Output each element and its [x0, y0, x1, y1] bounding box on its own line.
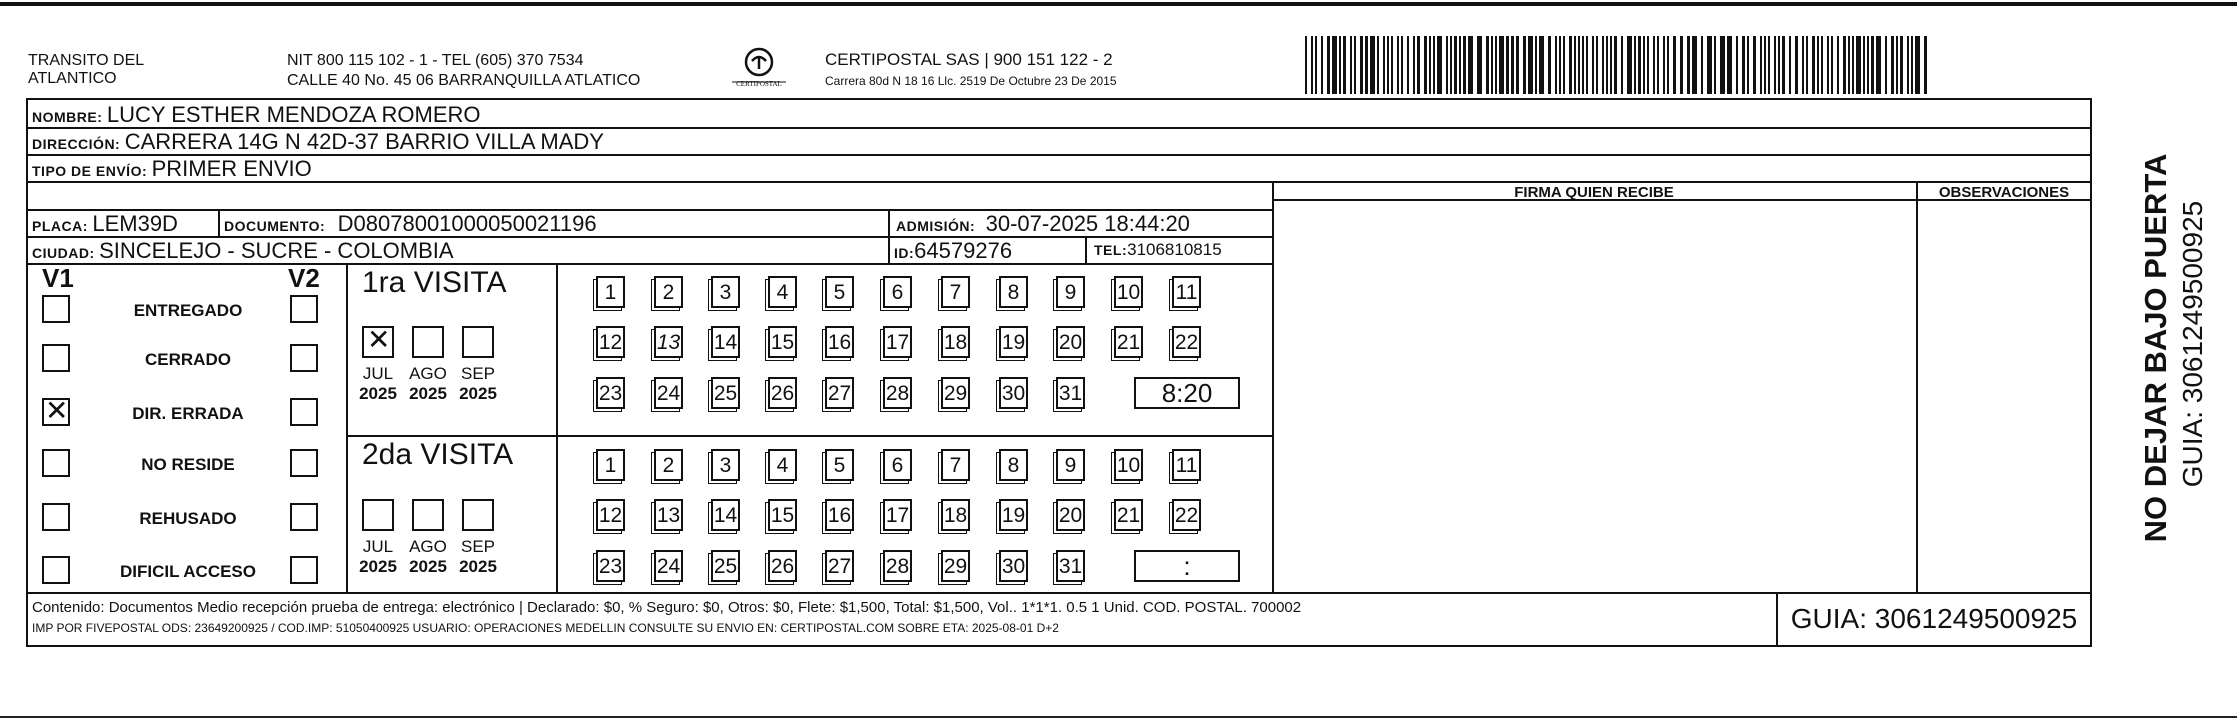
- barcode-bar: [1782, 36, 1785, 94]
- day-box[interactable]: 27: [825, 550, 854, 582]
- day-box[interactable]: 23: [596, 550, 625, 582]
- admision-value: 30-07-2025 18:44:20: [985, 211, 1190, 236]
- day-box[interactable]: 27: [825, 377, 854, 409]
- check-mark-icon: ✕: [45, 394, 69, 427]
- month-year: 2025: [459, 557, 497, 576]
- barcode-bar: [1673, 36, 1676, 94]
- status-option-label: REHUSADO: [139, 509, 237, 528]
- tipo-envio-value: PRIMER ENVIO: [151, 156, 312, 181]
- day-box[interactable]: 24: [654, 377, 683, 409]
- placa-value: LEM39D: [92, 211, 178, 236]
- barcode-bar: [1523, 36, 1526, 94]
- day-box[interactable]: 21: [1114, 326, 1143, 358]
- barcode-bar: [1574, 36, 1576, 94]
- day-box[interactable]: 25: [711, 550, 740, 582]
- barcode-bar: [1827, 36, 1829, 94]
- barcode-bar: [1764, 36, 1766, 94]
- barcode-bar: [1429, 36, 1431, 94]
- day-box[interactable]: 3: [711, 276, 740, 308]
- tel-label: TEL:: [1094, 242, 1128, 258]
- month-checkbox[interactable]: [412, 326, 444, 358]
- documento-value: D08078001000050021196: [337, 211, 597, 236]
- barcode-bar: [1821, 36, 1823, 94]
- day-box[interactable]: 28: [883, 550, 912, 582]
- barcode-bar: [1915, 36, 1920, 94]
- barcode-bar: [1720, 36, 1725, 94]
- courier-license: Carrera 80d N 18 16 Llc. 2519 De Octubre 23 De 2015: [825, 74, 1117, 88]
- day-box[interactable]: 21: [1114, 499, 1143, 531]
- id-label: ID:: [894, 245, 915, 261]
- company-name: [28, 52, 144, 88]
- day-box[interactable]: 31: [1056, 377, 1085, 409]
- barcode-bar: [1812, 36, 1815, 94]
- barcode-bar: [1891, 36, 1894, 94]
- month-label: [401, 537, 455, 577]
- footer-guia: GUIA: 3061249500925: [1790, 603, 2078, 634]
- barcode-bar: [1621, 36, 1623, 94]
- day-box[interactable]: 19: [999, 326, 1028, 358]
- barcode-bar: [1377, 36, 1379, 94]
- day-box[interactable]: 30: [999, 550, 1028, 582]
- barcode-bar: [1446, 36, 1448, 94]
- barcode-bar: [1582, 36, 1584, 94]
- barcode-bar: [1360, 36, 1363, 94]
- day-box[interactable]: 2: [654, 276, 683, 308]
- day-box[interactable]: 18: [941, 326, 970, 358]
- month-name: JUL: [362, 364, 394, 383]
- month-label: [401, 364, 455, 404]
- address-line: CALLE 40 No. 45 06 BARRANQUILLA ATLATICO: [287, 72, 641, 89]
- observaciones-header: OBSERVACIONES: [1938, 184, 2070, 201]
- barcode-bar: [1569, 36, 1572, 94]
- barcode-bar: [1596, 36, 1598, 94]
- contenido-text: Contenido: Documentos Medio recepción prueba de entrega: electrónico | Declarado: $0, % Seguro: $0, Otros: $0, Flete: $1,500, Total: $1,500, Vol.. 1*1*1. 0.5 1 Unid. COD. POSTAL. 700002: [32, 599, 1302, 616]
- day-box[interactable]: 14: [711, 326, 740, 358]
- nombre-label: NOMBRE:: [32, 109, 103, 125]
- barcode-bar: [1311, 36, 1313, 94]
- id-value: 64579276: [914, 238, 1013, 263]
- shipping-form: [26, 98, 2092, 647]
- barcode-bar: [1856, 36, 1861, 94]
- day-box[interactable]: 8: [999, 276, 1028, 308]
- day-box[interactable]: 20: [1056, 499, 1085, 531]
- day-box[interactable]: 25: [711, 377, 740, 409]
- nombre-value: LUCY ESTHER MENDOZA ROMERO: [106, 102, 481, 127]
- company-contact: [287, 52, 640, 90]
- barcode-bar: [1332, 36, 1337, 94]
- day-box[interactable]: 29: [941, 377, 970, 409]
- barcode-bar: [1383, 36, 1385, 94]
- tel-value: 3106810815: [1127, 240, 1222, 259]
- month-name: AGO: [409, 364, 447, 383]
- barcode-bar: [1714, 36, 1716, 94]
- barcode-bar: [1614, 36, 1617, 94]
- barcode-bar: [1578, 36, 1580, 94]
- barcode-bar: [1747, 36, 1749, 94]
- barcode-bar: [1863, 36, 1865, 94]
- tipo-envio-label: TIPO DE ENVÍO:: [32, 163, 148, 179]
- side-warning: NO DEJAR BAJO PUERTA: [2138, 153, 2173, 543]
- day-box[interactable]: 8: [999, 449, 1028, 481]
- ciudad-label: CIUDAD:: [32, 245, 95, 261]
- day-box[interactable]: 17: [883, 499, 912, 531]
- month-label: [451, 537, 505, 577]
- v1-checkbox[interactable]: [42, 394, 70, 427]
- barcode-bar: [1413, 36, 1415, 94]
- day-box[interactable]: 10: [1114, 449, 1143, 481]
- top-rule: [0, 2, 2237, 6]
- ciudad-value: SINCELEJO - SUCRE - COLOMBIA: [99, 238, 454, 263]
- day-box[interactable]: 12: [596, 326, 625, 358]
- barcode-bar: [1391, 36, 1393, 94]
- barcode-bar: [1586, 36, 1588, 94]
- day-box[interactable]: 15: [768, 499, 797, 531]
- barcode-bar: [1592, 36, 1594, 94]
- barcode-bar: [1806, 36, 1808, 94]
- month-name: SEP: [460, 364, 496, 383]
- barcode-bar: [1663, 36, 1665, 94]
- status-option-label: DIR. ERRADA: [132, 404, 244, 423]
- day-box[interactable]: 6: [883, 449, 912, 481]
- barcode-bar: [1606, 36, 1608, 94]
- barcode-bar: [1802, 36, 1804, 94]
- day-box[interactable]: 30: [999, 377, 1028, 409]
- barcode-bar: [1907, 36, 1909, 94]
- month-year: 2025: [459, 384, 497, 403]
- day-box[interactable]: 13: [654, 326, 683, 358]
- day-box[interactable]: 11: [1172, 276, 1201, 308]
- day-box[interactable]: 13: [654, 499, 683, 531]
- nit-line: NIT 800 115 102 - 1 - TEL (605) 370 7534: [287, 52, 584, 69]
- barcode-bar: [1657, 36, 1659, 94]
- status-option-label: NO RESIDE: [141, 455, 235, 474]
- barcode-bar: [1707, 36, 1712, 94]
- company-line-2: ATLANTICO: [28, 70, 117, 87]
- day-box[interactable]: 20: [1056, 326, 1085, 358]
- day-box[interactable]: 4: [768, 449, 797, 481]
- barcode-bar: [1848, 36, 1850, 94]
- barcode-bar: [1350, 36, 1352, 94]
- day-box[interactable]: 6: [883, 276, 912, 308]
- barcode-bar: [1831, 36, 1833, 94]
- v2-header: V2: [288, 263, 320, 293]
- v1-checkbox[interactable]: [42, 449, 70, 477]
- barcode: [1305, 36, 1935, 94]
- day-box[interactable]: 22: [1172, 326, 1201, 358]
- barcode-bar: [1495, 36, 1497, 94]
- barcode-bar: [1401, 36, 1403, 94]
- barcode-bar: [1528, 36, 1533, 94]
- barcode-bar: [1774, 36, 1776, 94]
- barcode-bar: [1486, 36, 1489, 94]
- day-box[interactable]: 24: [654, 550, 683, 582]
- status-option-label: ENTREGADO: [133, 301, 243, 320]
- barcode-bar: [1680, 36, 1683, 94]
- direccion-label: DIRECCIÓN:: [32, 136, 121, 152]
- courier-name: CERTIPOSTAL SAS | 900 151 122 - 2: [825, 50, 1113, 69]
- barcode-bar: [1667, 36, 1669, 94]
- admision-label: ADMISIÓN:: [896, 218, 976, 234]
- barcode-bar: [1433, 36, 1435, 94]
- barcode-bar: [1548, 36, 1551, 94]
- barcode-bar: [1701, 36, 1703, 94]
- day-box[interactable]: 5: [825, 449, 854, 481]
- barcode-bar: [1555, 36, 1557, 94]
- day-box[interactable]: 11: [1172, 449, 1201, 481]
- barcode-bar: [1687, 36, 1690, 94]
- barcode-bar: [1753, 36, 1756, 94]
- v2-checkbox[interactable]: [290, 398, 318, 426]
- day-box[interactable]: 1: [596, 449, 625, 481]
- month-checkbox[interactable]: [362, 323, 394, 358]
- v1-checkbox[interactable]: [42, 295, 70, 323]
- v1-header: V1: [42, 263, 74, 293]
- barcode-bar: [1454, 36, 1457, 94]
- barcode-bar: [1885, 36, 1887, 94]
- barcode-bar: [1647, 36, 1649, 94]
- barcode-bar: [1450, 36, 1452, 94]
- barcode-bar: [1911, 36, 1913, 94]
- barcode-bar: [1843, 36, 1846, 94]
- day-box[interactable]: 17: [883, 326, 912, 358]
- day-box[interactable]: 9: [1056, 276, 1085, 308]
- nombre-field: [32, 102, 481, 128]
- time-box[interactable]: :: [1134, 550, 1240, 582]
- day-box[interactable]: 3: [711, 449, 740, 481]
- barcode-bar: [1727, 36, 1732, 94]
- barcode-bar: [1876, 36, 1881, 94]
- day-box[interactable]: 26: [768, 377, 797, 409]
- barcode-bar: [1315, 36, 1317, 94]
- barcode-bar: [1778, 36, 1780, 94]
- barcode-bar: [1516, 36, 1519, 94]
- direccion-field: [32, 129, 604, 155]
- day-box[interactable]: 19: [999, 499, 1028, 531]
- tipo-envio-field: [32, 156, 312, 182]
- barcode-bar: [1900, 36, 1903, 94]
- month-checkbox[interactable]: [462, 326, 494, 358]
- barcode-bar: [1511, 36, 1514, 94]
- v2-checkbox[interactable]: [290, 556, 318, 584]
- barcode-bar: [1321, 36, 1323, 94]
- barcode-bar: [1610, 36, 1612, 94]
- day-box[interactable]: 14: [711, 499, 740, 531]
- v2-checkbox[interactable]: [290, 344, 318, 372]
- month-year: 2025: [409, 557, 447, 576]
- barcode-bar: [1760, 36, 1762, 94]
- barcode-bar: [1499, 36, 1504, 94]
- barcode-bar: [1817, 36, 1819, 94]
- day-box[interactable]: 26: [768, 550, 797, 582]
- day-box[interactable]: 7: [941, 276, 970, 308]
- second-visit-title: 2da VISITA: [362, 438, 514, 471]
- barcode-bar: [1852, 36, 1854, 94]
- barcode-bar: [1370, 36, 1375, 94]
- barcode-bar: [1305, 36, 1307, 94]
- day-box[interactable]: 28: [883, 377, 912, 409]
- barcode-bar: [1354, 36, 1356, 94]
- barcode-bar: [1417, 36, 1420, 94]
- barcode-bar: [1768, 36, 1770, 94]
- day-box[interactable]: 29: [941, 550, 970, 582]
- admision-field: [896, 211, 1190, 237]
- month-name: JUL: [362, 537, 394, 556]
- day-box[interactable]: 18: [941, 499, 970, 531]
- ciudad-field: [32, 238, 454, 264]
- day-box[interactable]: 23: [596, 377, 625, 409]
- barcode-bar: [1924, 36, 1927, 94]
- day-box[interactable]: 15: [768, 326, 797, 358]
- day-box[interactable]: 9: [1056, 449, 1085, 481]
- v2-checkbox[interactable]: [290, 449, 318, 477]
- documento-field: [224, 211, 597, 237]
- barcode-bar: [1736, 36, 1738, 94]
- day-box[interactable]: 4: [768, 276, 797, 308]
- day-box[interactable]: 16: [825, 499, 854, 531]
- tel-field: [1094, 240, 1222, 260]
- barcode-bar: [1643, 36, 1645, 94]
- barcode-bar: [1463, 36, 1466, 94]
- month-label: [351, 537, 405, 577]
- day-box[interactable]: 16: [825, 326, 854, 358]
- month-checkbox[interactable]: [362, 499, 394, 531]
- side-panel: [2098, 130, 2228, 570]
- v1-checkbox[interactable]: [42, 344, 70, 372]
- month-year: 2025: [409, 384, 447, 403]
- barcode-bar: [1407, 36, 1409, 94]
- check-mark-icon: ✕: [367, 323, 391, 356]
- month-checkbox[interactable]: [462, 499, 494, 531]
- v1-checkbox[interactable]: [42, 556, 70, 584]
- month-year: 2025: [359, 557, 397, 576]
- barcode-bar: [1437, 36, 1442, 94]
- id-field: [894, 238, 1012, 264]
- day-box[interactable]: 31: [1056, 550, 1085, 582]
- barcode-bar: [1365, 36, 1368, 94]
- time-box[interactable]: 8:20: [1134, 377, 1240, 409]
- barcode-bar: [1563, 36, 1565, 94]
- day-box[interactable]: 10: [1114, 276, 1143, 308]
- barcode-bar: [1896, 36, 1898, 94]
- v2-checkbox[interactable]: [290, 503, 318, 531]
- courier-info: [825, 50, 1117, 88]
- barcode-bar: [1559, 36, 1561, 94]
- logo-text: CERTIPOSTAL: [736, 80, 782, 88]
- barcode-bar: [1477, 36, 1482, 94]
- month-name: AGO: [409, 537, 447, 556]
- barcode-bar: [1387, 36, 1389, 94]
- day-box[interactable]: 2: [654, 449, 683, 481]
- barcode-bar: [1468, 36, 1473, 94]
- barcode-bar: [1742, 36, 1745, 94]
- barcode-bar: [1539, 36, 1544, 94]
- first-visit-title: 1ra VISITA: [362, 266, 507, 299]
- day-box[interactable]: 5: [825, 276, 854, 308]
- v1-checkbox[interactable]: [42, 503, 70, 531]
- v2-checkbox[interactable]: [290, 295, 318, 323]
- placa-label: PLACA:: [32, 218, 88, 234]
- barcode-bar: [1339, 36, 1341, 94]
- barcode-bar: [1789, 36, 1791, 94]
- bottom-rule: [0, 716, 2237, 718]
- barcode-bar: [1424, 36, 1427, 94]
- barcode-bar: [1837, 36, 1839, 94]
- barcode-bar: [1459, 36, 1461, 94]
- day-box[interactable]: 7: [941, 449, 970, 481]
- imp-text: IMP POR FIVEPOSTAL ODS: 23649200925 / COD.IMP: 51050400925 USUARIO: OPERACIONES MEDELLIN CONSULTE SU ENVIO EN: CERTIPOSTAL.COM SOBRE ETA: 2025-08-01 D+2: [32, 621, 1059, 635]
- month-year: 2025: [359, 384, 397, 403]
- barcode-bar: [1867, 36, 1869, 94]
- day-box[interactable]: 1: [596, 276, 625, 308]
- barcode-bar: [1634, 36, 1636, 94]
- barcode-bar: [1327, 36, 1330, 94]
- barcode-bar: [1692, 36, 1697, 94]
- firma-header: FIRMA QUIEN RECIBE: [1514, 184, 1674, 201]
- day-box[interactable]: 22: [1172, 499, 1201, 531]
- barcode-bar: [1535, 36, 1537, 94]
- month-label: [451, 364, 505, 404]
- placa-field: [32, 211, 178, 237]
- day-box[interactable]: 12: [596, 499, 625, 531]
- barcode-bar: [1795, 36, 1798, 94]
- barcode-bar: [1638, 36, 1641, 94]
- documento-label: DOCUMENTO:: [224, 218, 326, 234]
- barcode-bar: [1506, 36, 1509, 94]
- side-guia: GUIA: 3061249500925: [2177, 200, 2208, 488]
- month-label: [351, 364, 405, 404]
- month-name: SEP: [460, 537, 496, 556]
- certipostal-logo: [728, 44, 790, 92]
- barcode-bar: [1602, 36, 1604, 94]
- barcode-bar: [1627, 36, 1632, 94]
- company-line-1: TRANSITO DEL: [28, 52, 145, 69]
- month-checkbox[interactable]: [412, 499, 444, 531]
- barcode-bar: [1871, 36, 1874, 94]
- barcode-bar: [1397, 36, 1399, 94]
- barcode-bar: [1653, 36, 1655, 94]
- status-option-label: DIFICIL ACCESO: [119, 562, 256, 581]
- barcode-bar: [1491, 36, 1493, 94]
- barcode-bar: [1343, 36, 1346, 94]
- direccion-value: CARRERA 14G N 42D-37 BARRIO VILLA MADY: [124, 129, 604, 154]
- status-option-label: CERRADO: [145, 350, 231, 369]
